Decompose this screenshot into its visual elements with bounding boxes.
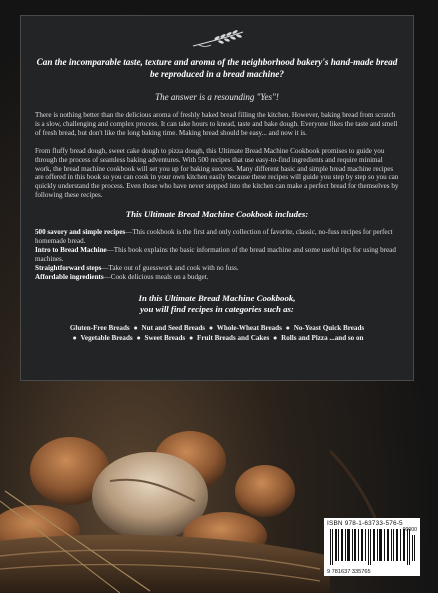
includes-heading: This Ultimate Bread Machine Cookbook includes: <box>125 209 309 220</box>
category-item: Nut and Seed Breads <box>141 323 206 332</box>
isbn-barcode <box>324 518 420 576</box>
intro-paragraph-2: From fluffy bread dough, sweet cake dough to pizza dough, this Ultimate Bread Machine Cookbook promises to guide you through the process of seamless baking adventures. With 500 recipes that use easy-to-find ingredients and require minimal work, the bread machine cookbook will set you up for baking success. Many different basic and simple bread machine recipes are offered in this book so you can cook in your own kitchen easily because these recipes will guide you step by step so you can quickly understand the process. Even those who have never stepped into the kitchen can make a perfect bread for themselves by following these recipes. <box>35 146 399 200</box>
category-item: Rolls and Pizza ...and so on <box>281 333 364 342</box>
feature-title: Straightforward steps <box>35 263 102 272</box>
bullet-icon: ● <box>285 323 290 332</box>
bullet-icon: ● <box>133 323 138 332</box>
barcode-icon <box>328 529 416 565</box>
category-item: Gluten-Free Breads <box>69 323 130 332</box>
feature-item <box>35 228 399 246</box>
feature-text: —Take out of guesswork and cook with no fuss. <box>101 263 239 272</box>
categories-list <box>35 323 399 343</box>
isbn-number: ISBN 978-1-63733-576-5 <box>327 520 403 527</box>
feature-item <box>35 273 399 282</box>
bullet-icon: ● <box>136 333 141 342</box>
feature-title: Intro to Bread Machine <box>35 245 107 254</box>
bullet-icon: ● <box>273 333 278 342</box>
description-panel <box>20 15 414 381</box>
categories-row <box>35 323 399 333</box>
categories-row <box>35 333 399 343</box>
feature-title: 500 savory and simple recipes <box>35 228 126 237</box>
category-item: Fruit Breads and Cakes <box>197 333 270 342</box>
feature-text: —This book explains the basic information of the bread machine and some useful tips for using bread machines. <box>35 245 396 263</box>
feature-text: —Cook delicious meals on a budget. <box>103 272 209 281</box>
categories-heading <box>35 293 399 315</box>
headline-answer: The answer is a resounding "Yes"! <box>155 92 279 102</box>
category-item: Sweet Breads <box>144 333 186 342</box>
headline-question: Can the incomparable taste, texture and aroma of the neighborhood bakery's hand-made bread be reproduced in a bread machine? <box>36 57 398 79</box>
category-item: Vegetable Breads <box>80 333 133 342</box>
feature-item <box>35 246 399 264</box>
categories-heading-line: In this Ultimate Bread Machine Cookbook, <box>138 292 296 303</box>
price-code: 90000 <box>402 527 417 533</box>
barcode-digits: 9 781637 335765 <box>327 569 371 575</box>
bullet-icon: ● <box>208 323 214 332</box>
wheat-ornament-icon <box>189 28 247 50</box>
category-item: Whole-Wheat Breads <box>216 323 282 332</box>
category-item: No-Yeast Quick Breads <box>293 323 365 332</box>
bullet-icon: ● <box>72 333 77 342</box>
feature-title: Affordable ingredients <box>35 272 104 281</box>
categories-heading-line: you will find recipes in categories such as: <box>140 303 294 314</box>
feature-item <box>35 264 399 273</box>
feature-list <box>35 228 399 281</box>
intro-paragraph-1: There is nothing better than the delicious aroma of freshly baked bread filling the kitchen. However, baking bread from scratch is a slow, challenging and complex process. It can take hours to knead, taste and bake dough. Everyone likes the taste and smell of fresh bread, but don't like the long baking time. Making bread should be easy... and now it is. <box>35 111 398 137</box>
feature-text: —This cookbook is the first and only collection of favorite, classic, no-fuss recipes for perfect homemade bread. <box>35 228 393 246</box>
bullet-icon: ● <box>188 333 194 342</box>
